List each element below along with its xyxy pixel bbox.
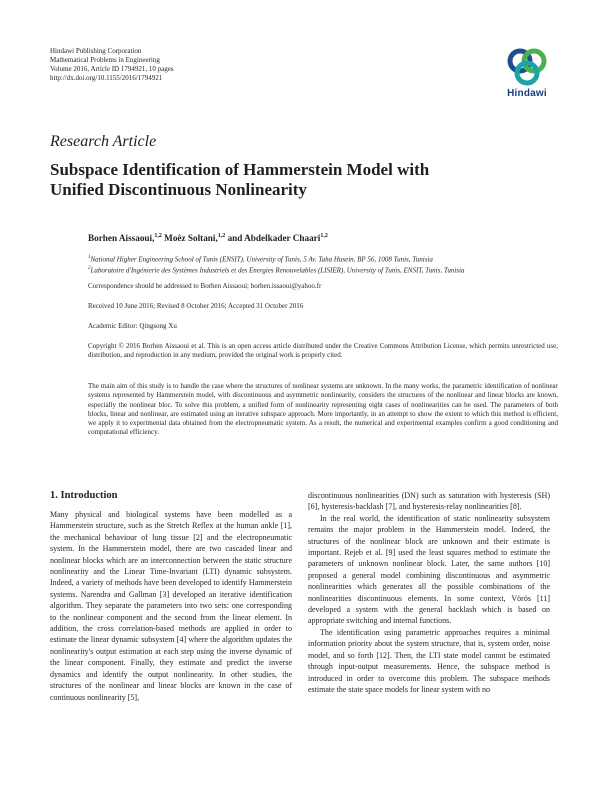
body-paragraph: discontinuous nonlinearities (DN) such as saturation with hysteresis (SH) [6], hysteresis-backlash [7], and hysteresis-relay nonlinearities [8]. bbox=[308, 491, 550, 512]
paper-title: Subspace Identification of Hammerstein Model with Unified Discontinuous Nonlinearity bbox=[50, 160, 430, 199]
affiliation-text: Laboratoire d'Ingénierie des Systèmes Industriels et des Energies Renouvelables (LISIER), University of Tunis, ENSIT, Tunis, Tunisia bbox=[90, 266, 465, 275]
affiliation-text: National Higher Engineering School of Tunis (ENSIT), University of Tunis, 5 Av. Taha Husein, BP 56, 1008 Tunis, Tunisia bbox=[90, 255, 433, 264]
article-type: Research Article bbox=[50, 133, 157, 150]
author-list bbox=[88, 232, 558, 243]
right-column bbox=[308, 490, 550, 695]
affiliation-1 bbox=[88, 253, 558, 265]
hindawi-rings-icon bbox=[505, 44, 549, 88]
affiliation-2 bbox=[88, 264, 558, 276]
author-name: Borhen Aissaoui, bbox=[88, 233, 155, 244]
abstract: The main aim of this study is to handle the case where the structures of nonlinear systems are unknown. In the many works, the parametric identification of nonlinear systems represented by Hammerstein model, with discontinuous and asymmetric nonlinearity, considers the structures of the nonlinear and linear blocks are known, especially the nonlinear bloc. To solve this problem, a unified form of nonlinearity representing eight cases of nonlinearities can be used. The parameters of both blocks, linear and nonlinear, are estimated using an iterative subspace approach. More importantly, in an attempt to show the extent to which this method is efficient, we apply it to experimental data obtained from the electropneumatic system. As a result, the numerical and experimental examples confirm a good conditioning and computational efficiency. bbox=[88, 382, 558, 437]
publisher-name: Hindawi Publishing Corporation bbox=[50, 47, 142, 55]
body-paragraph: Many physical and biological systems have been modelled as a Hammerstein structure, such as the Stretch Reflex at the human ankle [1], the mechanical behaviour of lung tissue [2] and the electropneumatic system. In the Hammerstein model, there are two cascaded linear and nonlinear blocks which are an interconnection between the static structure nonlinearity and the Linear Time-Invariant (LTI) dynamic subsystem. Indeed, a variety of methods have been developed to identify Hammerstein systems. Narendra and Gallman [3] developed an iterative identification algorithm. They separate the parameters into two sets: one corresponding to the nonlinear component and the second from the linear element. In addition, the cross correlation-based methods are applied in order to estimate the linear dynamic subsystem [4] where the algorithm updates the nonlinearity's output estimation at each step using the inverse dynamic of the linear component. Finally, they estimate and predict the inverse dynamics and identify the output nonlinearity. In other studies, the structures of the nonlinear and linear blocks are known in the case of continuous nonlinearity [5], bbox=[50, 510, 292, 702]
left-column bbox=[50, 490, 292, 703]
logo-text: Hindawi bbox=[507, 88, 547, 99]
doi-link[interactable]: http://dx.doi.org/10.1155/2016/1794921 bbox=[50, 74, 163, 82]
body-paragraph: The identification using parametric approaches requires a minimal information priority about the system structure, that is, system order, noise model, and so forth [12]. Then, the LTI state model cannot be estimated through input-output measurements. Hence, the subspace method is introduced in order to overcome this problem. The subspace methods estimate the state space models for linear system with no bbox=[308, 627, 550, 694]
academic-editor: Academic Editor: Qingsong Xu bbox=[88, 322, 177, 330]
correspondence: Correspondence should be addressed to Borhen Aissaoui; borhen.issaoui@yahoo.fr bbox=[88, 282, 322, 290]
submission-dates: Received 10 June 2016; Revised 8 October 2016; Accepted 31 October 2016 bbox=[88, 302, 304, 310]
author-affiliation-mark: 1,2 bbox=[154, 233, 162, 239]
journal-info bbox=[50, 47, 174, 83]
journal-name: Mathematical Problems in Engineering bbox=[50, 56, 160, 64]
body-paragraph: In the real world, the identification of static nonlinearity subsystem remains the major problem in the Hammerstein model. Indeed, the structures of the nonlinear block are unknown and their estimate is important. Rejeb et al. [9] used the least squares method to estimate the parameters of unknown nonlinear block. Later, the same authors [10] proposed a general model combining discontinuous and asymmetric nonlinearities which generates all the possible combinations of the nonlinearities discontinuous elements. In some context, Vörös [11] developed a system with the general backlash which is based on appropriate switching and internal functions. bbox=[308, 513, 550, 626]
author-name: Moêz Soltani, bbox=[164, 233, 218, 244]
hindawi-logo bbox=[496, 44, 558, 108]
affiliation-mark: 1 bbox=[88, 255, 91, 260]
volume-info: Volume 2016, Article ID 1794921, 10 pages bbox=[50, 65, 174, 73]
author-affiliation-mark: 1,2 bbox=[320, 233, 328, 239]
section-heading: 1. Introduction bbox=[50, 490, 118, 501]
copyright-notice: Copyright © 2016 Borhen Aissaoui et al. This is an open access article distributed under the Creative Commons Attribution License, which permits unrestricted use, distribution, and reproduction in any medium, provided the original work is properly cited. bbox=[88, 342, 558, 360]
author-name: and Abdelkader Chaari bbox=[227, 233, 321, 244]
author-affiliation-mark: 1,2 bbox=[217, 233, 226, 239]
affiliation-mark: 2 bbox=[88, 266, 91, 271]
